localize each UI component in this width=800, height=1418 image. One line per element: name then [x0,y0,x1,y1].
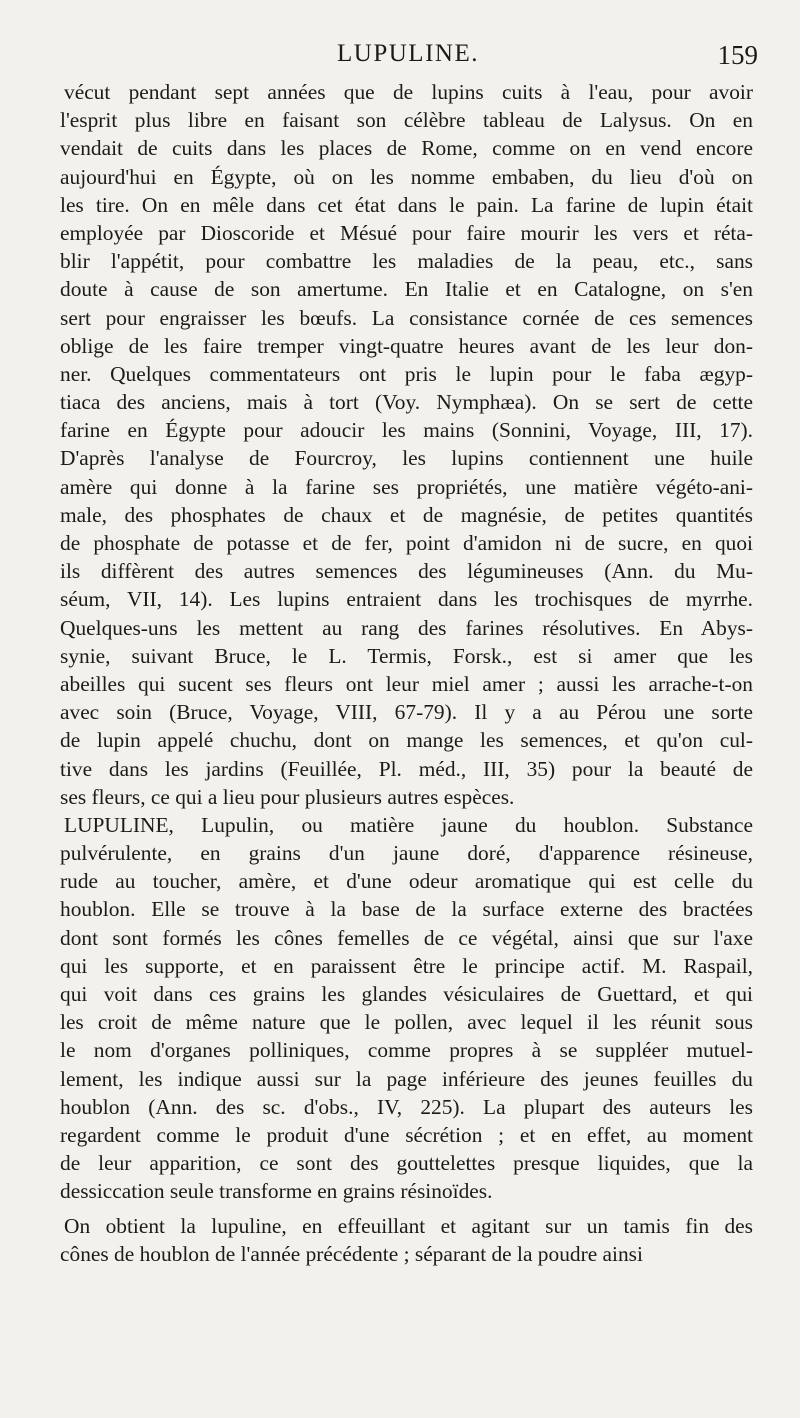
text-line: aujourd'hui en Égypte, où on les nomme embaben, du lieu d'où on [60,164,753,189]
text-line: D'après l'analyse de Fourcroy, les lupins contiennent une huile [60,446,753,471]
text-line: male, des phosphates de chaux et de magnésie, de petites quantités [60,502,753,527]
text-line: LUPULINE, Lupulin, ou matière jaune du houblon. Substance [64,812,753,837]
text-line: lement, les indique aussi sur la page inférieure des jeunes feuilles du [60,1066,753,1091]
text-line: dont sont formés les cônes femelles de ce végétal, ainsi que sur l'axe [60,925,753,950]
page-header [58,40,758,80]
text-line: oblige de les faire tremper vingt-quatre heures avant de les leur don- [60,333,753,358]
page-number: 159 [717,40,758,70]
text-line: séum, VII, 14). Les lupins entraient dans les trochisques de myrrhe. [60,587,753,612]
paragraph [60,1212,753,1268]
text-line: les croit de même nature que le pollen, avec lequel il les réunit sous [60,1010,753,1035]
body-text [60,78,753,1268]
text-line: cônes de houblon de l'année précédente ; séparant de la poudre ainsi [60,1241,643,1266]
text-line: houblon. Elle se trouve à la base de la surface externe des bractées [60,897,753,922]
text-line: pulvérulente, en grains d'un jaune doré, d'apparence résineuse, [60,841,753,866]
text-line: abeilles qui sucent ses fleurs ont leur miel amer ; aussi les arrache-t-on [60,671,753,696]
text-line: qui voit dans ces grains les glandes vésiculaires de Guettard, et qui [60,982,753,1006]
text-line: le nom d'organes polliniques, comme propres à se suppléer mutuel- [60,1038,753,1063]
paragraph [60,78,753,811]
text-line: tiaca des anciens, mais à tort (Voy. Nymphæa). On se sert de cette [60,390,753,415]
text-line: employée par Dioscoride et Mésué pour faire mourir les vers et réta- [60,220,753,245]
text-line: regardent comme le produit d'une sécrétion ; et en effet, au moment [60,1122,753,1147]
text-line: qui les supporte, et en paraissent être le principe actif. M. Raspail, [60,953,753,978]
text-line: ils diffèrent des autres semences des légumineuses (Ann. du Mu- [60,559,753,584]
text-line: rude au toucher, amère, et d'une odeur aromatique qui est celle du [60,869,753,894]
text-line: blir l'appétit, pour combattre les maladies de la peau, etc., sans [60,249,753,274]
text-line: ner. Quelques commentateurs ont pris le lupin pour le faba ægyp- [60,361,753,386]
text-line: vécut pendant sept années que de lupins cuits à l'eau, pour avoir [64,80,753,104]
text-line: avec soin (Bruce, Voyage, VIII, 67-79). Il y a au Pérou une sorte [60,700,753,725]
text-line: sert pour engraisser les bœufs. La consistance cornée de ces semences [60,305,753,330]
text-line: ses fleurs, ce qui a lieu pour plusieurs autres espèces. [60,784,515,809]
text-line: de phosphate de potasse et de fer, point d'amidon ni de sucre, en quoi [60,531,753,555]
text-line: de lupin appelé chuchu, dont on mange les semences, et qu'on cul- [60,728,753,753]
text-line: l'esprit plus libre en faisant son célèbre tableau de Lalysus. On en [60,108,753,133]
text-line: amère qui donne à la farine ses propriétés, une matière végéto-ani- [60,474,753,499]
text-line: On obtient la lupuline, en effeuillant et agitant sur un tamis fin des [64,1213,753,1238]
text-line: synie, suivant Bruce, le L. Termis, Forsk., est si amer que les [60,643,753,668]
paragraph [60,811,753,1206]
text-line: dessiccation seule transforme en grains résinoïdes. [60,1179,493,1204]
running-title: LUPULINE. [337,40,479,67]
text-line: farine en Égypte pour adoucir les mains (Sonnini, Voyage, III, 17). [60,418,753,443]
text-line: houblon (Ann. des sc. d'obs., IV, 225). La plupart des auteurs les [60,1094,753,1119]
text-line: vendait de cuits dans les places de Rome, comme on en vend encore [60,136,753,161]
text-line: Quelques-uns les mettent au rang des farines résolutives. En Abys- [60,615,753,640]
text-line: de leur apparition, ce sont des gouttelettes presque liquides, que la [60,1151,753,1176]
text-line: doute à cause de son amertume. En Italie et en Catalogne, on s'en [60,277,753,302]
text-line: les tire. On en mêle dans cet état dans le pain. La farine de lupin était [60,192,753,217]
text-line: tive dans les jardins (Feuillée, Pl. méd., III, 35) pour la beauté de [60,756,753,781]
